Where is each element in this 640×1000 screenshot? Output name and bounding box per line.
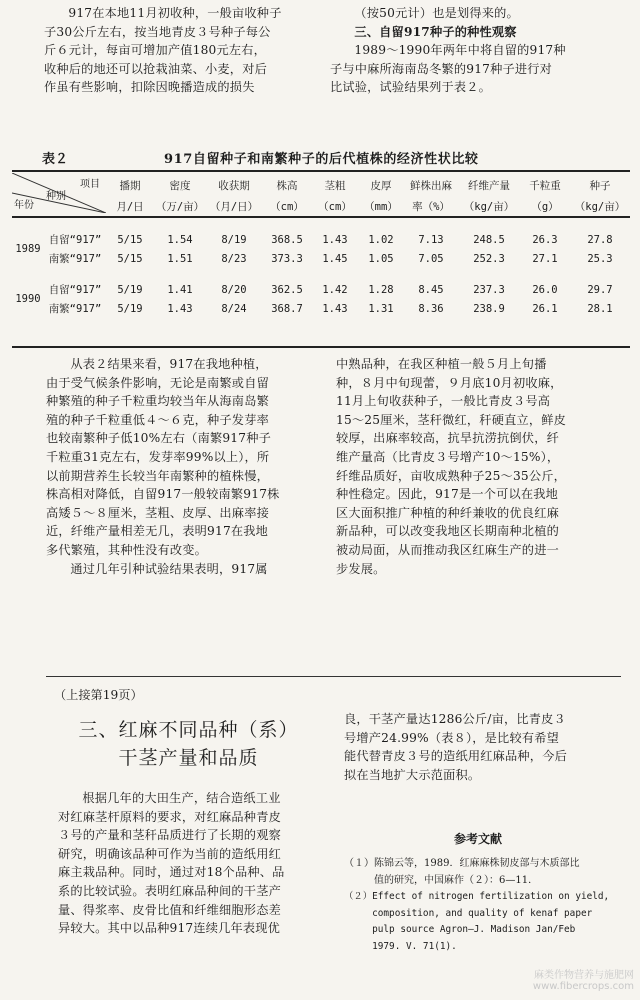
text-line: 以前期营养生长较当年南繁种的植株慢，	[46, 468, 269, 483]
table-cell: 27.8	[587, 233, 613, 246]
text-line: 收种后的地还可以抢栽油菜、小麦，对后	[44, 61, 267, 76]
text-line: 比试验，试验结果列于表２。	[330, 80, 492, 95]
table-cell: 8.36	[418, 302, 444, 315]
table-cell: 238.9	[473, 302, 505, 315]
text-line: 纤维品质好，亩收成熟种子25～35公斤，	[336, 468, 567, 483]
watermark-url: www.fibercrops.com	[532, 981, 634, 992]
watermark-text: 麻类作物营养与施肥网	[534, 970, 634, 981]
table-corner	[12, 168, 106, 217]
col-unit: （kg/亩）	[570, 196, 630, 217]
text-line: 千粒重31克左右，发芽率99%以上），所	[46, 449, 270, 464]
article-body-continued	[344, 710, 626, 784]
col-unit: （kg/亩）	[458, 196, 520, 217]
table-cell: 1.28	[368, 283, 394, 296]
reference-line: 值的研究，中国麻作（２）：6—11．	[344, 874, 539, 886]
text-line: 对红麻茎杆原料的要求，对红麻品种青皮	[58, 809, 281, 824]
continued-note: （上接第19页）	[54, 688, 143, 702]
text-line: 维产量高（比青皮３号增产10～15%），	[336, 449, 560, 464]
variety-cell: 自留“917”	[48, 234, 102, 246]
col-unit: （mm）	[358, 196, 404, 217]
data-table	[12, 168, 630, 318]
text-line: 异较大。其中以品种917连续几年表现优	[58, 921, 281, 936]
table-cell: 5/19	[117, 302, 143, 315]
table-cell: 8.45	[418, 283, 444, 296]
year-cell: 1989	[15, 243, 41, 255]
text-line: 良，干茎产量达1286公斤/亩，比青皮３	[344, 712, 566, 726]
reference-line: （１）陈锦云等，1989．红麻麻株韧皮部与木质部比	[344, 858, 580, 869]
table-cell: 368.7	[271, 302, 303, 315]
text-line: 11月上旬收获种子，一般比青皮３号高	[336, 394, 551, 409]
table-cell: 1.02	[368, 233, 394, 246]
corner-year: 年份	[14, 200, 34, 211]
section3-column	[330, 4, 626, 97]
col-header: 播期	[119, 179, 141, 192]
table-cell: 8/24	[221, 302, 247, 315]
table-cell: 1.42	[322, 283, 348, 296]
table-cell: 237.3	[473, 283, 505, 296]
table-row	[12, 249, 630, 268]
references-title: 参考文献	[454, 832, 503, 846]
table-cell: 5/15	[117, 252, 143, 265]
col-unit: （月/日）	[206, 196, 262, 217]
col-header: 株高	[276, 179, 298, 192]
col-header: 纤维产量	[468, 179, 510, 192]
analysis-column	[46, 355, 318, 578]
col-header: 千粒重	[529, 179, 561, 192]
text-line: 15～25厘米，茎秆微红，秆硬直立，鲜皮	[336, 412, 567, 427]
table-row	[12, 299, 630, 318]
intro-paragraph	[44, 4, 316, 97]
table-cell: 373.3	[271, 252, 303, 265]
table-cell: 5/15	[117, 233, 143, 246]
table-cell: 1.51	[167, 252, 193, 265]
text-line: 拟在当地扩大示范面积。	[344, 767, 481, 782]
text-line: 根据几年的大田生产，结合造纸工业	[82, 791, 281, 805]
reference-line: composition, and quality of kenaf paper	[344, 907, 593, 919]
table-cell: 27.1	[532, 252, 558, 265]
conclusion-column	[336, 355, 626, 578]
table-cell: 1.43	[322, 233, 348, 246]
table-cell: 25.3	[587, 252, 613, 265]
table-cell: 1.05	[368, 252, 394, 265]
table-title: 917自留种子和南繁种子的后代植株的经济性状比较	[164, 152, 479, 167]
text-line: 量、得浆率、皮骨比值和纤维细胞形态差	[58, 902, 281, 917]
table-cell: 8/20	[221, 283, 247, 296]
text-line: 从表２结果来看，917在我地种植，	[70, 357, 268, 371]
table-cell: 26.0	[532, 283, 558, 296]
col-unit: （g）	[520, 196, 570, 217]
text-line: 种性稳定。因此，917是一个可以在我地	[336, 487, 559, 502]
text-line: 1989～1990年两年中将自留的917种	[354, 43, 566, 58]
table-cell: 1.31	[368, 302, 394, 315]
table-cell: 1.54	[167, 233, 193, 246]
text-line: 子与中麻所海南岛冬繁的917种子进行对	[330, 61, 553, 76]
variety-cell: 自留“917”	[48, 284, 102, 296]
text-line: 被动局面，从而推动我区红麻生产的进一	[336, 542, 559, 557]
table-cell: 29.7	[587, 283, 613, 296]
text-line: 子30公斤左右，按当地青皮３号种子每公	[44, 24, 271, 39]
text-line: 株高相对降低，自留917一般较南繁917株	[46, 487, 280, 502]
variety-cell: 南繁“917”	[48, 253, 102, 265]
text-line: 较厚，出麻率较高，抗旱抗涝抗倒伏，纤	[336, 431, 559, 446]
table-cell: 1.41	[167, 283, 193, 296]
text-line: 近，纤维产量相差无几，表明917在我地	[46, 524, 269, 539]
text-line: 通过几年引种试验结果表明，917属	[70, 561, 268, 576]
text-line: 作虽有些影响，扣除因晚播造成的损失	[44, 80, 255, 95]
col-header: 收获期	[218, 179, 250, 192]
text-line: 斤６元计，每亩可增加产值180元左右，	[44, 43, 267, 58]
text-line: 中熟品种，在我区种植一般５月上旬播	[336, 357, 547, 371]
heading-line: 三、红麻不同品种（系）	[78, 719, 299, 741]
text-line: 区大面积推广种植的种纤兼收的优良红麻	[336, 505, 559, 520]
table-cell: 248.5	[473, 233, 505, 246]
text-line: 也较南繁种子低10%左右（南繁917种子	[46, 431, 271, 446]
table-cell: 7.13	[418, 233, 444, 246]
table-cell: 7.05	[418, 252, 444, 265]
corner-item: 项目	[80, 179, 100, 190]
col-unit: （cm）	[312, 196, 358, 217]
text-line: 高矮５～８厘米，茎粗、皮厚、出麻率接	[46, 505, 269, 520]
table-cell: 28.1	[587, 302, 613, 315]
col-unit: 率（%）	[404, 196, 458, 217]
table-cell: 1.43	[322, 302, 348, 315]
heading-line: 干茎产量和品质	[118, 747, 259, 769]
article-heading	[66, 716, 311, 772]
text-line: 917在本地11月初收种，一般亩收种子	[68, 6, 282, 20]
table-cell: 1.45	[322, 252, 348, 265]
section-heading: 三、自留917种子的种性观察	[354, 24, 517, 39]
col-unit: 月/日	[106, 196, 154, 217]
article-divider	[46, 676, 621, 677]
text-line: 由于受气候条件影响，无论是南繁或自留	[46, 375, 269, 390]
table-number: 表２	[42, 152, 69, 167]
text-line: 研究，明确该品种可作为当前的造纸用红	[58, 846, 281, 861]
text-line: 新品种，可以改变我地区长期南种北植的	[336, 524, 559, 539]
table-cell: 362.5	[271, 283, 303, 296]
reference-line: 1979. V. 71(1).	[344, 940, 457, 952]
text-line: ３号的产量和茎秆品质进行了长期的观察	[58, 828, 281, 843]
table-cell: 26.1	[532, 302, 558, 315]
reference-line: （２）Effect of nitrogen fertilization on yield,	[344, 891, 610, 902]
table-cell: 368.5	[271, 233, 303, 246]
text-line: 号增产24.99%（表８），是比较有希望	[344, 730, 559, 745]
references-list	[344, 856, 626, 955]
corner-variety: 种别	[46, 191, 66, 202]
table-cell: 8/23	[221, 252, 247, 265]
col-header: 种子	[589, 179, 611, 192]
table-row	[12, 230, 630, 249]
year-cell: 1990	[15, 293, 41, 305]
col-unit: （cm）	[262, 196, 312, 217]
article-body	[58, 789, 314, 938]
table-cell: 26.3	[532, 233, 558, 246]
text-line: 步发展。	[336, 561, 386, 576]
text-line: 系的比较试验。表明红麻品种间的干茎产	[58, 883, 281, 898]
col-header: 皮厚	[370, 179, 392, 192]
text-line: 种繁殖的种子千粒重均较当年从海南岛繁	[46, 394, 269, 409]
text-line: 种，８月中旬现蕾，９月底10月初收麻，	[336, 375, 563, 390]
col-unit: （万/亩）	[154, 196, 206, 217]
table-cell: 8/19	[221, 233, 247, 246]
reference-line: pulp source Agron—J. Madison Jan/Feb	[344, 924, 576, 935]
table-row	[12, 280, 630, 299]
text-line: 多代繁殖，其种性没有改变。	[46, 542, 208, 557]
text-line: 能代替青皮３号的造纸用红麻品种，今后	[344, 749, 567, 764]
table-cell: 252.3	[473, 252, 505, 265]
col-header: 密度	[169, 179, 191, 192]
text-line: 殖的种子千粒重低４～６克，种子发芽率	[46, 412, 269, 427]
text-line: （按50元计）也是划得来的。	[354, 6, 519, 20]
col-header: 茎粗	[324, 179, 346, 192]
table-cell: 1.43	[167, 302, 193, 315]
table-cell: 5/19	[117, 283, 143, 296]
col-header: 鲜株出麻	[410, 179, 452, 192]
text-line: 麻主栽品种。同时，通过对18个品种、品	[58, 865, 285, 880]
variety-cell: 南繁“917”	[48, 303, 102, 315]
